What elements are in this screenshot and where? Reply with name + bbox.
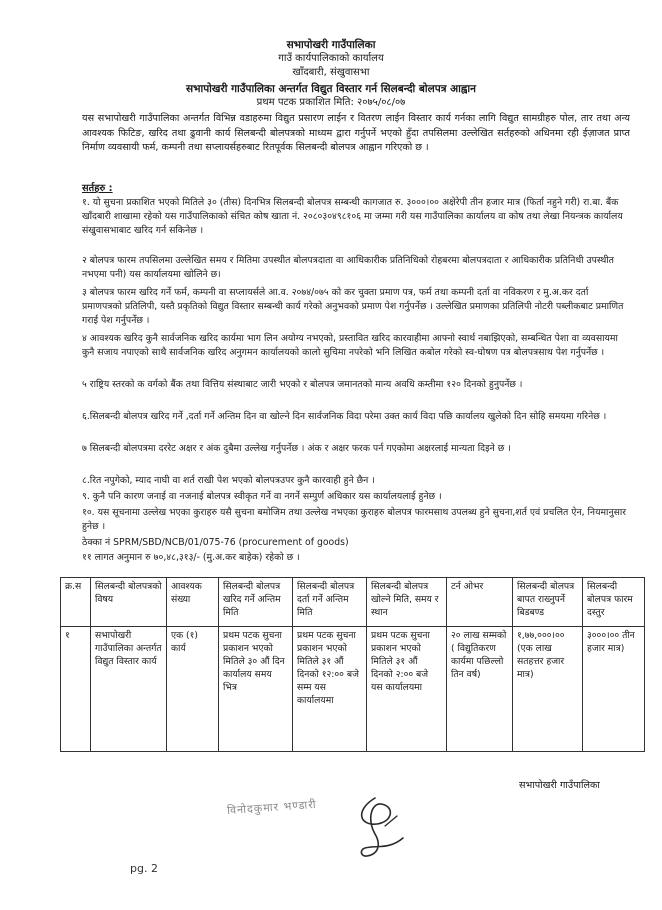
condition-8: ८.रित नपुगेको, म्याद नाघी वा शर्त राखी पेश भएको बोलपत्रउपर कुनै कारवाही हुने छैन । xyxy=(82,475,375,486)
condition-3: ३ बोलपत्र फारम खरिद गर्ने फर्म, कम्पनी वा सप्लायर्सले आ.व. २०७४/०७५ को कर चुक्ता प्रमाण पत्र, फर्म तथा कम्पनी दर्ता वा नविकरण र मु.अ.कर दर्ता प्रमाणपत्रको प्रतिलिपी, यस्तै प्रकृतिको विद्युत विस्तार सम्बन्धी कार्य गरेको अनुभवको प्रमाण पेश गर्नुपर्नेछ । उल्लेखित प्रमाणका प्रतिलिपी नोटरी पब्लीकबाट प्रमाणित गराई पेश गर्नुपर्नेछ । xyxy=(82,287,624,326)
table-cell: २० लाख सम्मको ( विद्युतिकरण कार्यमा पछिल्लो तिन वर्ष) xyxy=(447,627,513,752)
table-cell: प्रथम पटक सुचना प्रकाशन भएको मितिले ३० औं दिन कार्यालय समय भित्र xyxy=(219,627,293,752)
table-cell: १ xyxy=(61,627,91,752)
notice-title: सभापोखरी गाउँपालिका अन्तर्गत विद्युत विस्तार गर्न सिलबन्दी बोलपत्र आह्वान xyxy=(186,83,476,95)
condition-11: ११ लागत अनुमान रु ७०,४८,३१३/- (मु.अ.कर बाहेक) रहेको छ । xyxy=(82,552,300,563)
condition-4: ४ आवश्यक खरिद कुनै सार्वजनिक खरिद कार्यमा भाग लिन अयोग्य नभएको, प्रस्तावित खरिद कारवाहीमा आफ्नो स्वार्थ नबाझिएको, सम्बन्धित पेशा वा व्यवसायमा कुनै सजाय नपाएको साथै सार्वजनिक खरिद अनुगमन कार्यालयको कालो सुचिमा नपरेको भनि लिखित कबोल गरेको स्व-घोषण पत्र बोलपत्रसाथ पेश गर्नुपर्नेछ । xyxy=(82,333,618,358)
letterhead-line-1: सभापोखरी गाउँपालिका xyxy=(286,39,376,51)
publish-date: प्रथम पटक प्रकाशित मिति: २०७५/०८/०७ xyxy=(256,97,406,108)
table-cell: १,७७,०००।०० (एक लाख सतहत्तर हजार मात्र) xyxy=(513,627,583,752)
office-signature-label: सभापोखरी गाउँपालिका xyxy=(519,780,600,791)
table-header: क्र.स xyxy=(61,578,91,627)
condition-5: ५ राष्ट्रिय स्तरको क वर्गको बैंक तथा वित्तिय संस्थाबाट जारी भएको र बोलपत्र जमानतको मान्य अवधि कम्तीमा १२० दिनको हुनुपर्नेछ । xyxy=(82,379,523,390)
page-number: pg. 2 xyxy=(130,862,158,875)
table-header: सिलबन्दी बोलपत्र फारम दस्तुर xyxy=(583,578,645,627)
intro-paragraph: यस सभापोखरी गाउँपालिका अन्तर्गत विभिन्न वडाहरुमा विद्युत प्रसारण लाईन र वितरण लाईन विस्तार कार्य गर्नका लागि विद्युत सामग्रीहरु पोल, तार तथा अन्य आवश्यक फिटिङ, खरिद तथा ढुवानी कार्य सिलबन्दी बोलपत्रको माध्यम द्वारा गर्नुपर्ने भएको हुँदा तपसिलमा उल्लेखित सर्तहरुको अधिनमा रही ईज़ाजत प्राप्त निर्माण व्यवसायी फर्म, कम्पनी तथा सप्लायर्सहरुबाट रितपूर्वक सिलबन्दी बोलपत्र आह्वान गरिएको छ । xyxy=(82,113,630,154)
table-header: सिलबन्दी बोलपत्र दर्ता गर्ने अन्तिम मिति xyxy=(293,578,367,627)
table-header: सिलबन्दी बोलपत्र खोल्ने मिति, समय र स्थान xyxy=(367,578,447,627)
conditions-heading: सर्तहरु : xyxy=(82,183,113,194)
table-header: सिलबन्दी बोलपत्र बापत राख्नुपर्ने बिडबण्ड xyxy=(513,578,583,627)
condition-9: ९. कुनै पनि कारण जनाई वा नजनाई बोलपत्र स्वीकृत गर्ने वा नगर्ने सम्पुर्ण अधिकार यस कार्यालयलाई हुनेछ । xyxy=(82,491,442,502)
table-header-row xyxy=(61,578,645,627)
signatory-stamp: विनोदकुमार भण्डारी xyxy=(226,797,318,818)
condition-7: ७ सिलबन्दी बोलपत्रमा दररेट अक्षर र अंक दुबैमा उल्लेख गर्नुपर्नेछ । अंक र अक्षर फरक पर्न गएकोमा अक्षरलाई मान्यता दिइने छ । xyxy=(82,443,511,454)
condition-6: ६.सिलबन्दी बोलपत्र खरिद गर्ने ,दर्ता गर्ने अन्तिम दिन वा खोल्ने दिन सार्वजनिक विदा परेमा उक्त कार्य विदा पछि कार्यालय खुलेको दिन सोहि समयमा गरिनेछ । xyxy=(82,411,607,422)
letterhead-line-2: गाउँ कार्यपालिकाको कार्यालय xyxy=(278,53,384,64)
contract-number: ठेक्का नं SPRM/SBD/NCB/01/075-76 (procurement of goods) xyxy=(82,537,349,548)
table-header: सिलबन्दी बोलपत्र खरिद गर्ने अन्तिम मिति xyxy=(219,578,293,627)
table-header: आवश्यक संख्या xyxy=(167,578,219,627)
table-cell: सभापोखरी गाउँपालिका अन्तर्गत विद्युत विस्तार कार्य xyxy=(91,627,167,752)
bid-schedule-table xyxy=(60,577,645,752)
table-cell: प्रथम पटक सुचना प्रकाशन भएको मितिले ३१ औं दिनको २:०० बजे यस कार्यालयमा xyxy=(367,627,447,752)
table-cell: एक (१) कार्य xyxy=(167,627,219,752)
handwritten-signature xyxy=(345,790,415,860)
table-header: टर्न ओभर xyxy=(447,578,513,627)
condition-1: १. यो सुचना प्रकाशित भएको मितिले ३० (तीस) दिनभित्र सिलबन्दी बोलपत्र सम्बन्धी कागजात रु. ३०००।०० अक्षेरेपी तीन हजार मात्र (फिर्ता नहुने गरी) रा.बा. बैंक खाँदबारी शाखामा रहेको यस गाउँपालिकाको संचित कोष खाता नं. २०८०३०४९८१०६ मा जम्मा गरी यस गाउँपालिका कार्यालय वा कोष तथा लेखा नियन्त्रक कार्यालय संखुवासभाबाट खरिद गर्न सकिनेछ । xyxy=(82,197,623,236)
table-header: सिलबन्दी बोलपत्रको विषय xyxy=(91,578,167,627)
condition-2: २ बोलपत्र फारम तपसिलमा उल्लेखित समय र मितिमा उपस्थीत बोलपत्रदाता वा आधिकारीक प्रतिनिधिको रोहबरमा बोलपत्रदाता र आधिकारीक प्रतिनिधी उपस्थीत नभएमा पनी) यस कार्यालयमा खोलिने छ। xyxy=(82,255,614,280)
table-cell: ३०००।०० तीन हजार मात्र) xyxy=(583,627,645,752)
letterhead-line-3: खाँदबारी, संखुवासभा xyxy=(292,67,370,78)
table-cell: प्रथम पटक सुचना प्रकाशन भएको मितिले ३१ औं दिनको १२:०० बजे सम्म यस कार्यालयमा xyxy=(293,627,367,752)
table-row xyxy=(61,627,645,752)
condition-10: १०. यस सूचनामा उल्लेख भएका कुराहरु यसै सुचना बमोजिम तथा उल्लेख नभएका कुराहरु बोलपत्र फारमसाथ उपलब्ध हुने सुचना,शर्त एवं प्रचलित ऐन, नियमानुसार हुनेछ । xyxy=(82,507,627,532)
